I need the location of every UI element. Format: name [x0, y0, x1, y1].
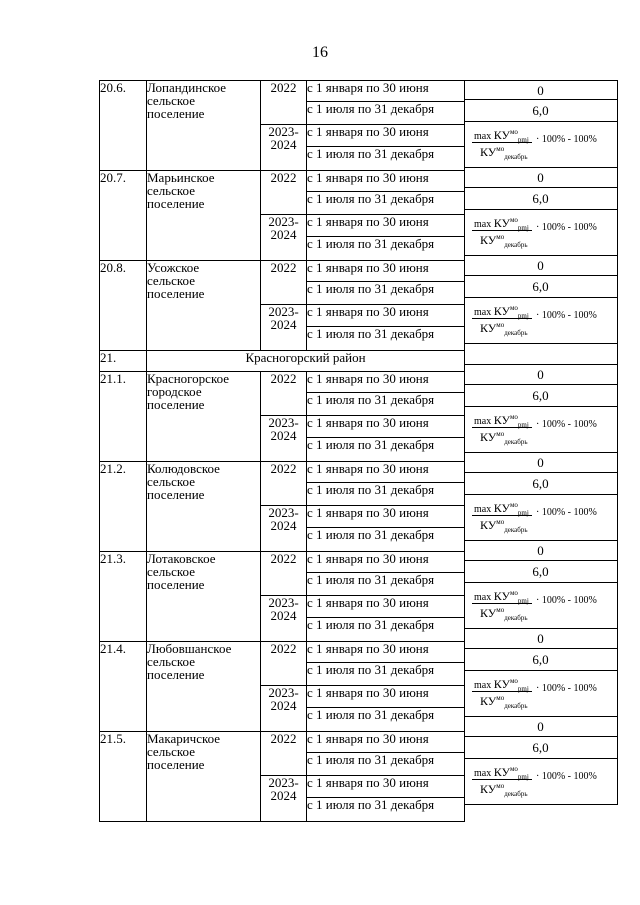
year-2023-2024 [261, 416, 307, 462]
period: с 1 июля по 31 декабря [307, 618, 465, 642]
settlement-name-line: Усожское [147, 260, 200, 275]
settlement-name-line: поселение [147, 286, 205, 301]
formula-tail: · 100% - 100% [536, 310, 597, 321]
table-row [100, 81, 465, 102]
fraction-bar [472, 603, 532, 604]
year-line: 2023- [268, 775, 299, 790]
year-line: 2023- [268, 304, 299, 319]
formula-numerator: $\max КУ^{мо}_{pmj}$ [474, 128, 529, 144]
fraction-bar [472, 691, 532, 692]
formula-numerator: $\max КУ^{мо}_{pmj}$ [474, 413, 529, 429]
row-number: 20.6. [100, 81, 147, 171]
year-2022: 2022 [261, 372, 307, 416]
fraction-bar [472, 427, 532, 428]
year-2022: 2022 [261, 732, 307, 776]
year-2023-2024 [261, 305, 307, 351]
formula-numerator: $\max КУ^{мо}_{pmj}$ [474, 501, 529, 517]
settlement-name-line: поселение [147, 196, 205, 211]
settlement-name-line: поселение [147, 577, 205, 592]
row-number: 21.1. [100, 372, 147, 462]
value-cell: 0 [464, 365, 618, 385]
settlement-name [147, 81, 261, 171]
period: с 1 января по 30 июня [307, 506, 465, 528]
period: с 1 июля по 31 декабря [307, 753, 465, 776]
settlement-name-line: поселение [147, 487, 205, 502]
value-cell: 6,0 [464, 100, 618, 122]
period: с 1 июля по 31 декабря [307, 528, 465, 552]
formula-numerator: $\max КУ^{мо}_{pmj}$ [474, 677, 529, 693]
formula-tail: · 100% - 100% [536, 683, 597, 694]
formula-denominator: $КУ^{мо}_{декабрь}$ [480, 782, 528, 798]
table-row [100, 372, 465, 393]
settlement-name-line: городское [147, 384, 202, 399]
period: с 1 января по 30 июня [307, 81, 465, 102]
formula-cell [464, 298, 618, 344]
formula-tail: · 100% - 100% [536, 595, 597, 606]
year-2023-2024 [261, 776, 307, 822]
period: с 1 января по 30 июня [307, 776, 465, 798]
fraction-bar [472, 779, 532, 780]
year-line: 2023- [268, 505, 299, 520]
settlement-name-line: сельское [147, 183, 195, 198]
settlement-name [147, 642, 261, 732]
row-number: 21. [100, 351, 147, 372]
period: с 1 января по 30 июня [307, 171, 465, 192]
year-line: 2024 [270, 137, 297, 152]
year-2022: 2022 [261, 462, 307, 506]
value-cell: 6,0 [464, 276, 618, 298]
page-number: 16 [312, 44, 328, 61]
table-row [100, 261, 465, 282]
period: с 1 июля по 31 декабря [307, 573, 465, 596]
year-line: 2024 [270, 227, 297, 242]
value-cell: 0 [464, 629, 618, 649]
formula-denominator: $КУ^{мо}_{декабрь}$ [480, 694, 528, 710]
year-2022: 2022 [261, 642, 307, 686]
table-row [100, 732, 465, 753]
value-cell: 0 [464, 168, 618, 188]
period: с 1 июля по 31 декабря [307, 393, 465, 416]
period: с 1 июля по 31 декабря [307, 798, 465, 822]
row-number: 20.7. [100, 171, 147, 261]
settlement-name-line: сельское [147, 564, 195, 579]
settlement-name-line: Макаричское [147, 731, 221, 746]
value-cell: 0 [464, 541, 618, 561]
period: с 1 января по 30 июня [307, 125, 465, 147]
settlement-name-line: Колюдовское [147, 461, 220, 476]
value-cell: 0 [464, 80, 618, 100]
formula-cell [464, 759, 618, 805]
formula-denominator: $КУ^{мо}_{декабрь}$ [480, 321, 528, 337]
settlement-name-line: Марьинское [147, 170, 215, 185]
formula-cell [464, 210, 618, 256]
settlement-name [147, 732, 261, 822]
year-2022: 2022 [261, 552, 307, 596]
formula-cell [464, 122, 618, 168]
settlement-name [147, 372, 261, 462]
year-line: 2023- [268, 214, 299, 229]
period: с 1 января по 30 июня [307, 261, 465, 282]
settlement-name-line: поселение [147, 667, 205, 682]
formula-tail: · 100% - 100% [536, 771, 597, 782]
period: с 1 января по 30 июня [307, 552, 465, 573]
period: с 1 января по 30 июня [307, 596, 465, 618]
row-number: 21.5. [100, 732, 147, 822]
settlement-name-line: поселение [147, 757, 205, 772]
period: с 1 июля по 31 декабря [307, 192, 465, 215]
fraction-bar [472, 142, 532, 143]
row-number: 20.8. [100, 261, 147, 351]
formula-denominator: $КУ^{мо}_{декабрь}$ [480, 145, 528, 161]
settlement-name-line: Лотаковское [147, 551, 216, 566]
year-line: 2024 [270, 608, 297, 623]
row-number: 21.3. [100, 552, 147, 642]
period: с 1 июля по 31 декабря [307, 483, 465, 506]
value-cell: 6,0 [464, 737, 618, 759]
value-cell: 6,0 [464, 385, 618, 407]
value-cell: 6,0 [464, 473, 618, 495]
value-cell: 0 [464, 256, 618, 276]
fraction-bar [472, 230, 532, 231]
period: с 1 июля по 31 декабря [307, 663, 465, 686]
formula-cell [464, 583, 618, 629]
fraction-bar [472, 318, 532, 319]
period: с 1 июля по 31 декабря [307, 102, 465, 125]
table-row [100, 171, 465, 192]
settlement-name-line: сельское [147, 474, 195, 489]
period: с 1 июля по 31 декабря [307, 282, 465, 305]
formula-cell [464, 495, 618, 541]
settlement-name-line: поселение [147, 397, 205, 412]
period: с 1 января по 30 июня [307, 305, 465, 327]
formula-denominator: $КУ^{мо}_{декабрь}$ [480, 233, 528, 249]
formula-numerator: $\max КУ^{мо}_{pmj}$ [474, 589, 529, 605]
value-cell: 6,0 [464, 561, 618, 583]
year-2023-2024 [261, 596, 307, 642]
table-row [100, 462, 465, 483]
period: с 1 января по 30 июня [307, 416, 465, 438]
year-line: 2023- [268, 124, 299, 139]
settlement-name [147, 171, 261, 261]
year-line: 2024 [270, 788, 297, 803]
formula-tail: · 100% - 100% [536, 507, 597, 518]
year-2022: 2022 [261, 171, 307, 215]
settlement-name-line: сельское [147, 654, 195, 669]
period: с 1 июля по 31 декабря [307, 147, 465, 171]
value-cell: 6,0 [464, 649, 618, 671]
value-cell: 0 [464, 453, 618, 473]
year-2023-2024 [261, 215, 307, 261]
period: с 1 января по 30 июня [307, 686, 465, 708]
formula-denominator: $КУ^{мо}_{декабрь}$ [480, 606, 528, 622]
table-row [100, 552, 465, 573]
settlement-name-line: Лопандинское [147, 80, 227, 95]
region-value-cell [464, 344, 618, 365]
settlement-name-line: сельское [147, 93, 195, 108]
tariff-table [99, 80, 465, 822]
period: с 1 июля по 31 декабря [307, 438, 465, 462]
formula-tail: · 100% - 100% [536, 134, 597, 145]
formula-numerator: $\max КУ^{мо}_{pmj}$ [474, 304, 529, 320]
settlement-name [147, 552, 261, 642]
year-2022: 2022 [261, 261, 307, 305]
period: с 1 июля по 31 декабря [307, 327, 465, 351]
period: с 1 июля по 31 декабря [307, 237, 465, 261]
formula-cell [464, 407, 618, 453]
year-line: 2024 [270, 518, 297, 533]
formula-tail: · 100% - 100% [536, 222, 597, 233]
region-name: Красногорский район [147, 351, 465, 372]
settlement-name [147, 261, 261, 351]
year-2023-2024 [261, 686, 307, 732]
period: с 1 января по 30 июня [307, 642, 465, 663]
period: с 1 июля по 31 декабря [307, 708, 465, 732]
settlement-name [147, 462, 261, 552]
year-2022: 2022 [261, 81, 307, 125]
value-column [464, 80, 618, 805]
settlement-name-line: сельское [147, 273, 195, 288]
value-cell: 6,0 [464, 188, 618, 210]
year-line: 2023- [268, 685, 299, 700]
formula-tail: · 100% - 100% [536, 419, 597, 430]
year-line: 2023- [268, 415, 299, 430]
formula-denominator: $КУ^{мо}_{декабрь}$ [480, 518, 528, 534]
period: с 1 января по 30 июня [307, 372, 465, 393]
region-row [100, 351, 465, 372]
period: с 1 января по 30 июня [307, 215, 465, 237]
formula-numerator: $\max КУ^{мо}_{pmj}$ [474, 216, 529, 232]
settlement-name-line: Красногорское [147, 371, 230, 386]
value-cell: 0 [464, 717, 618, 737]
year-2023-2024 [261, 506, 307, 552]
settlement-name-line: сельское [147, 744, 195, 759]
year-line: 2024 [270, 317, 297, 332]
year-line: 2024 [270, 698, 297, 713]
settlement-name-line: Любовшанское [147, 641, 232, 656]
settlement-name-line: поселение [147, 106, 205, 121]
year-line: 2023- [268, 595, 299, 610]
year-2023-2024 [261, 125, 307, 171]
year-line: 2024 [270, 428, 297, 443]
period: с 1 января по 30 июня [307, 732, 465, 753]
formula-cell [464, 671, 618, 717]
row-number: 21.2. [100, 462, 147, 552]
table-row [100, 642, 465, 663]
formula-numerator: $\max КУ^{мо}_{pmj}$ [474, 765, 529, 781]
fraction-bar [472, 515, 532, 516]
formula-denominator: $КУ^{мо}_{декабрь}$ [480, 430, 528, 446]
period: с 1 января по 30 июня [307, 462, 465, 483]
row-number: 21.4. [100, 642, 147, 732]
